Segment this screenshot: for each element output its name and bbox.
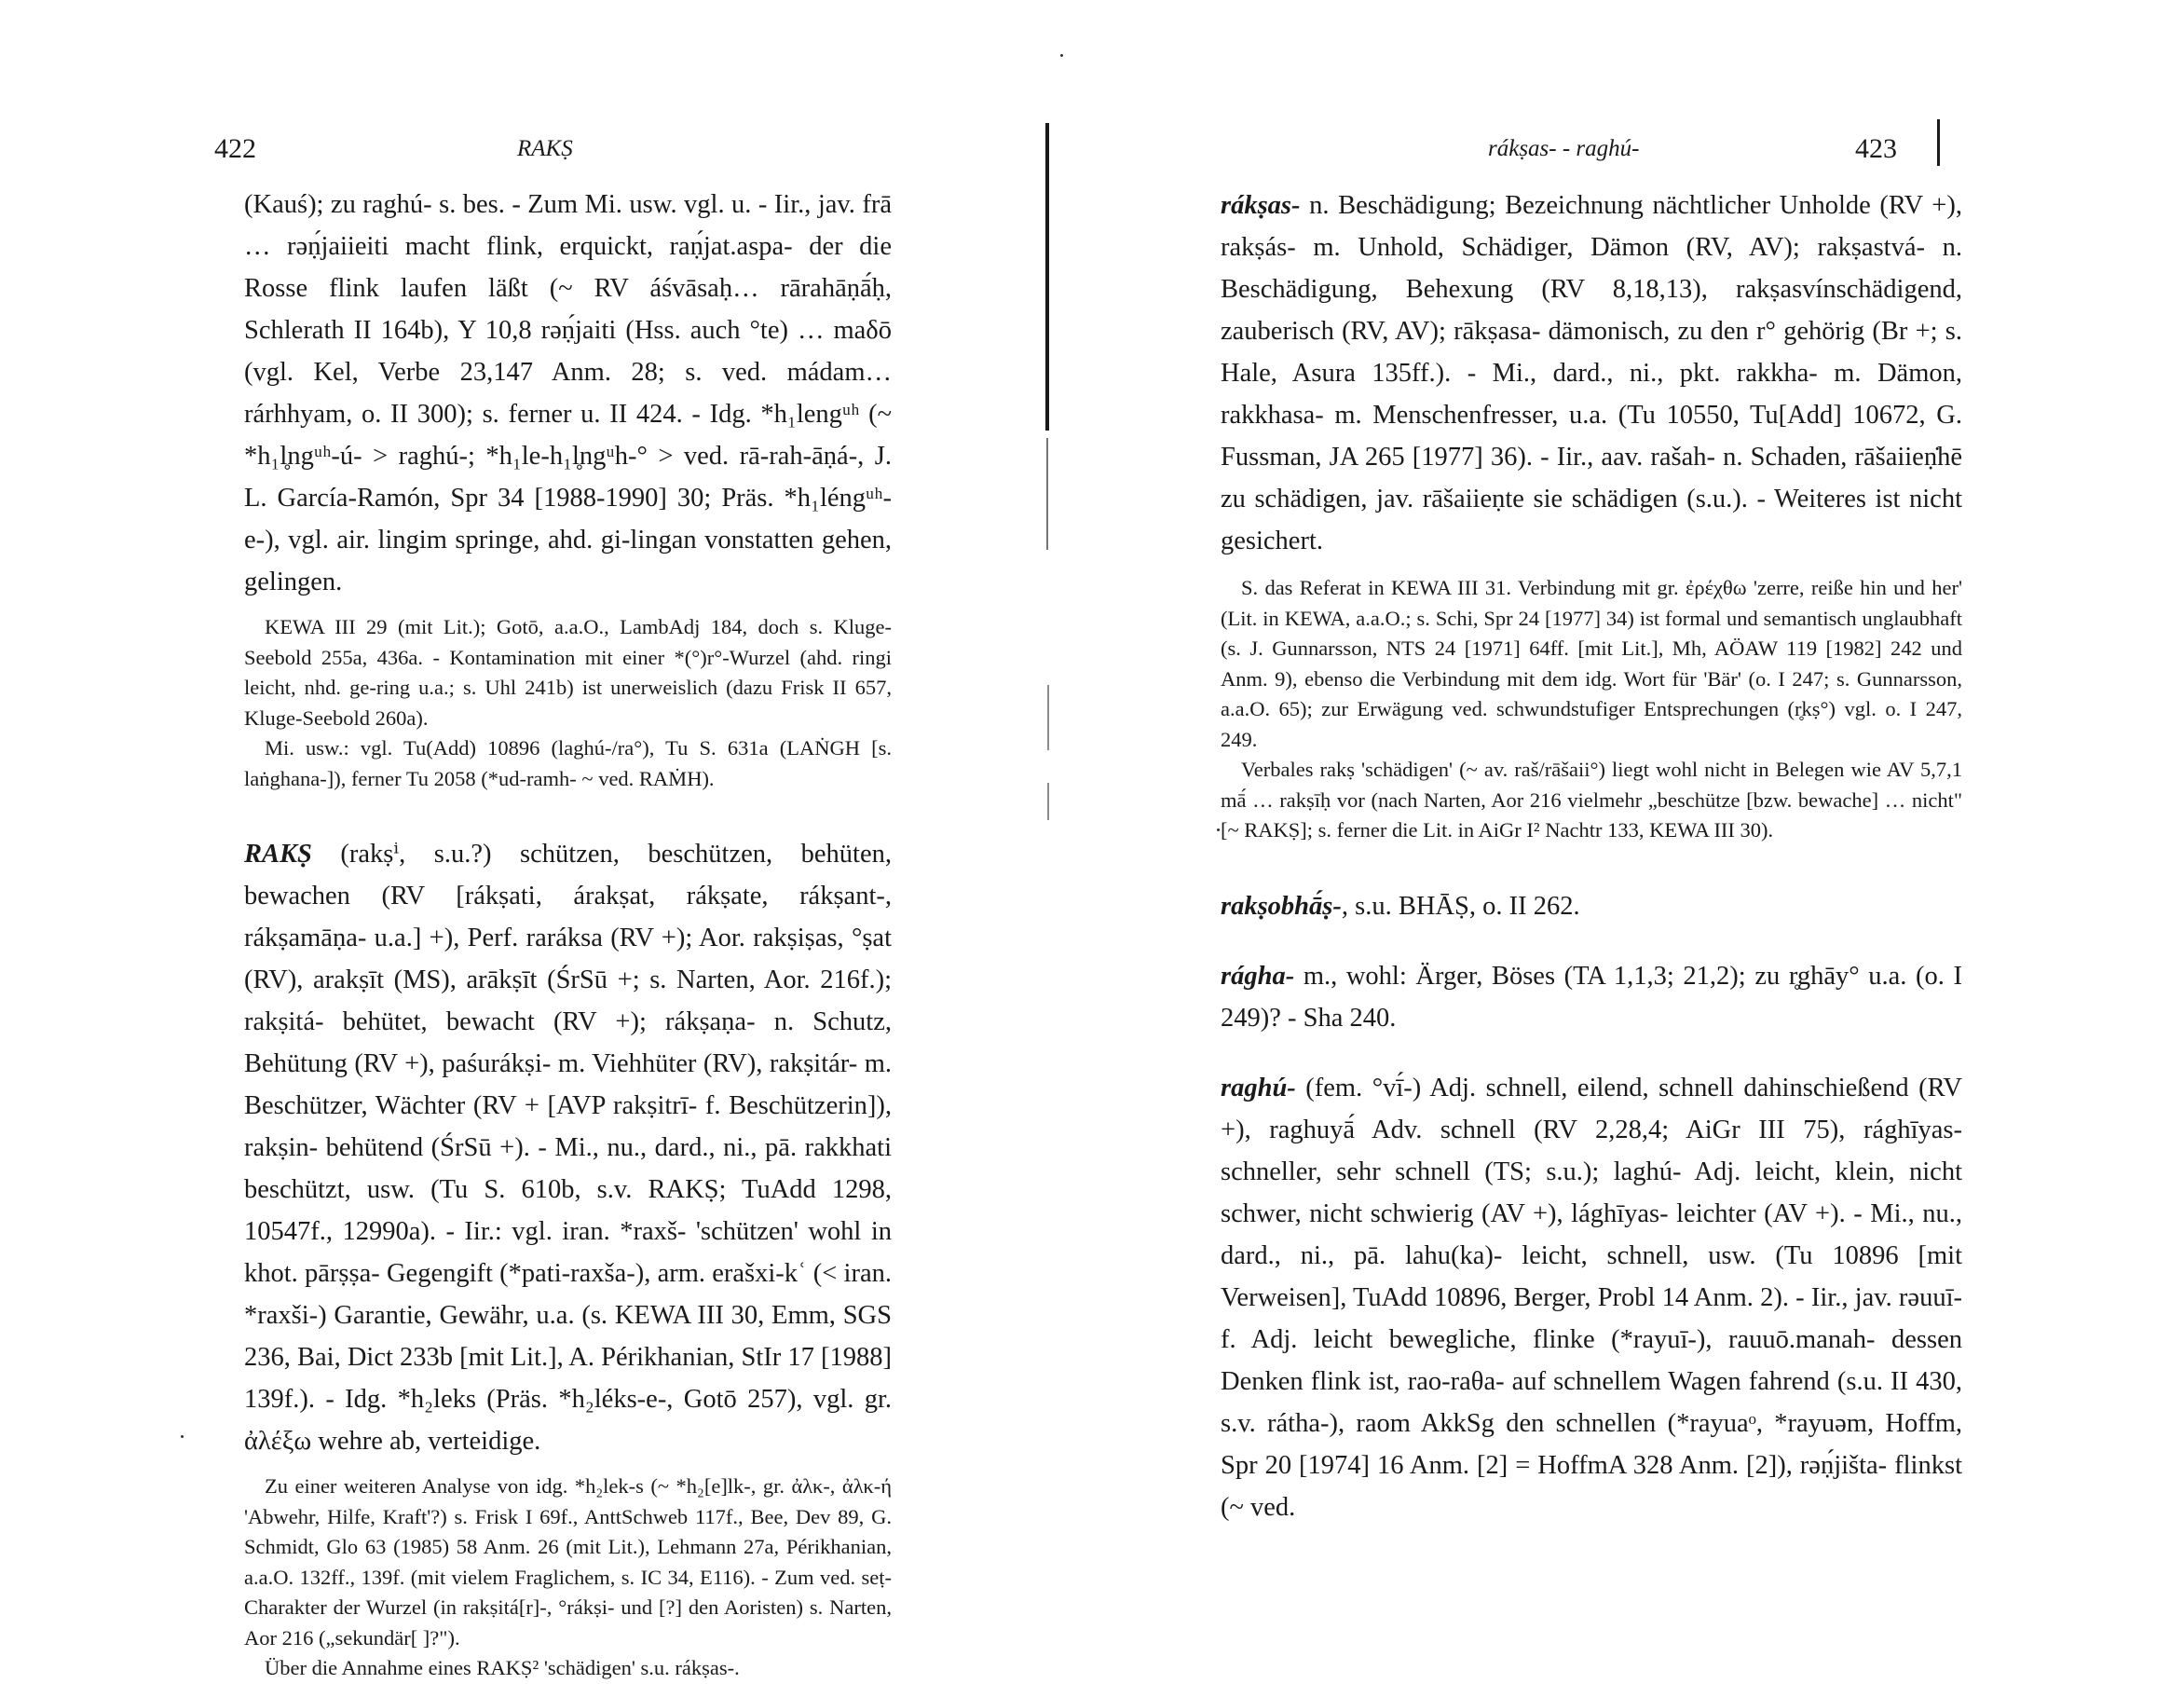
dictionary-entry-raksobhas <box>1221 885 1962 927</box>
footnote-paragraph: S. das Referat in KEWA III 31. Verbindung mit gr. ἐρέχθω 'zerre, reiße hin und her' (Lit. in KEWA, a.a.O.; s. Schi, Spr 24 [1977] 34) ist formal und semantisch unglaubhaft (s. J. Gunnarsson, NTS 24 [1971] 64ff. [mit Lit.], Mh, AÖAW 119 [1982] 242 und Anm. 9), ebenso die Verbindung mit dem idg. Wort für 'Bär' (o. I 247; s. Gunnarsson, a.a.O. 65); zur Erwägung ved. schwundstufiger Entsprechungen (r̥kṣ°) vgl. o. I 247, 249. <box>1221 576 1962 751</box>
speck <box>181 1435 184 1438</box>
footnote-paragraph: Zu einer weiteren Analyse von idg. *h₂lek-s (~ *h₂[e]lk-, gr. ἀλκ-, ἀλκ-ή 'Abwehr, Hilfe, Kraft'?) s. Frisk I 69f., AnttSchweb 117f., Bee, Dev 89, G. Schmidt, Glo 63 (1985) 58 Anm. 26 (mit Lit.), Lehmann 27a, Périkhanian, a.a.O. 132ff., 139f. (mit vielem Fraglichem, s. IC 34, E116). - Zum ved. seṭ-Charakter der Wurzel (in rakṣitá[r]-, °rákṣi- und [?] den Aoristen) s. Narten, Aor 216 („sekundär[ ]?"). <box>244 1474 892 1650</box>
entry-headword: rákṣas- <box>1221 191 1301 220</box>
entry-headword: RAKṢ <box>244 840 312 869</box>
speck <box>1060 54 1063 57</box>
gutter-line <box>1046 438 1048 550</box>
entry-text: (rakṣⁱ, s.u.?) schützen, beschützen, behüten, bewachen (RV [rákṣati, árakṣat, rákṣate, rákṣant-, rákṣamāṇa- u.a.] +), Perf. raráksa (RV +); Aor. rakṣiṣas, °ṣat (RV), arakṣīt (MS), arākṣīt (ŚrSū +; s. Narten, Aor. 216f.); rakṣitá- behütet, bewacht (RV +); rákṣaṇa- n. Schutz, Behütung (RV +), paśurákṣi- m. Viehhüter (RV), rakṣitár- m. Beschützer, Wächter (RV + [AVP rakṣitrī- f. Beschützerin]), rakṣin- behütend (ŚrSū +). - Mi., nu., dard., ni., pā. rakkhati beschützt, usw. (Tu S. 610b, s.v. RAKṢ; TuAdd 1298, 10547f., 12990a). - Iir.: vgl. iran. *raxš- 'schützen' wohl in khot. pārṣṣa- Gegengift (*pati-raxša-), arm. erašxi-kʿ (< iran. *raxši-) Garantie, Gewähr, u.a. (s. KEWA III 30, Emm, SGS 236, Bai, Dict 233b [mit Lit.], A. Périkhanian, StIr 17 [1988] 139f.). - Idg. *h₂leks (Präs. *h₂léks-e-, Gotō 257), vgl. gr. ἀλέξω wehre ab, verteidige. <box>244 840 892 1456</box>
left-page <box>0 0 1081 1679</box>
dictionary-entry-raghu <box>1221 1067 1962 1528</box>
running-head-right: rákṣas- - raghú- <box>1488 136 1640 161</box>
gutter-line <box>1047 783 1049 820</box>
footnote-paragraph: KEWA III 29 (mit Lit.); Gotō, a.a.O., LambAdj 184, doch s. Kluge-Seebold 255a, 436a. - Kontamination mit einer *(°)r°-Wurzel (ahd. ringi leicht, nhd. ge-ring u.a.; s. Uhl 241b) ist unerweislich (dazu Frisk II 657, Kluge-Seebold 260a). <box>244 615 892 730</box>
footnote-block-3 <box>1221 573 1962 846</box>
entry-headword: rágha- <box>1221 961 1295 991</box>
right-column <box>1221 185 1962 1528</box>
footnote-paragraph: Mi. usw.: vgl. Tu(Add) 10896 (laghú-/ra°), Tu S. 631a (LAṄGH [s. laṅghana-]), ferner Tu 2058 (*ud-ramh- ~ ved. RAṀH). <box>244 736 892 790</box>
entry-text: , s.u. BHĀṢ, o. II 262. <box>1341 891 1580 921</box>
footnote-paragraph: Über die Annahme eines RAKṢ² 'schädigen' s.u. rákṣas-. <box>265 1656 740 1679</box>
dictionary-entry-raks <box>244 833 892 1462</box>
entry-text: (fem. °vī́-) Adj. schnell, eilend, schnell dahinschießend (RV +), raghuyā́ Adv. schnell (RV 2,28,4; AiGr III 75), rághīyas- schneller, sehr schnell (TS; s.u.); laghú- Adj. leicht, klein, nicht schwer, nicht schwierig (AV +), lághīyas- leichter (AV +). - Mi., nu., dard., ni., pā. lahu(ka)- leicht, schnell, usw. (Tu 10896 [mit Verweisen], TuAdd 10896, Berger, Probl 14 Anm. 2). - Iir., jav. rəuuī- f. Adj. leicht bewegliche, flinke (*rayuī-), rauuō.manah- dessen Denken flink ist, rao-raθa- auf schnellem Wagen fahrend (s.u. II 430, s.v. rátha-), raom AkkSg den schnellen (*rayuaᵒ, *rayuəm, Hoffm, Spr 20 [1974] 16 Anm. [2] = HoffmA 328 Anm. [2]), rəṇ́jišta- flinkst (~ ved. <box>1221 1073 1962 1522</box>
gutter-line <box>1045 123 1049 431</box>
running-head-left: RAKṢ <box>517 136 573 161</box>
entry-headword: raghú- <box>1221 1073 1296 1102</box>
right-page <box>1081 0 2184 1543</box>
entry-text: n. Beschädigung; Bezeichnung nächtlicher Unholde (RV +), rakṣás- m. Unhold, Schädiger, Dämon (RV, AV); rakṣastvá- n. Beschädigung, Behexung (RV 8,18,13), rakṣasvínschädigend, zauberisch (RV, AV); rākṣasa- dämonisch, zu den r° gehörig (Br +; s. Hale, Asura 135ff.). - Mi., dard., ni., pkt. rakkha- m. Dämon, rakkhasa- m. Menschenfresser, u.a. (Tu 10550, Tu[Add] 10672, G. Fussman, JA 265 [1977] 36). - Iir., aav. rašah- n. Schaden, rāšaiieṇ̇hē zu schädigen, jav. rāšaiieṇte sie schädigen (s.u.). - Weiteres ist nicht gesichert. <box>1221 191 1962 555</box>
entry-headword: rakṣobhā́ṣ- <box>1221 891 1342 921</box>
footnote-paragraph: Verbales rakṣ 'schädigen' (~ av. raš/rāšaii°) liegt wohl nicht in Belegen wie AV 5,7,1 mā́ … rakṣīḥ vor (nach Narten, Aor 216 vielmehr „beschütze [bzw. bewache] … nicht" [~ RAKṢ]; s. ferner die Lit. in AiGr I² Nachtr 133, KEWA III 30). <box>1221 758 1962 842</box>
entry-text: m., wohl: Ärger, Böses (TA 1,1,3; 21,2); zu r̥ghāy° u.a. (o. I 249)? - Sha 240. <box>1221 961 1962 1033</box>
continuation-text: (Kauś); zu raghú- s. bes. - Zum Mi. usw. vgl. u. - Iir., jav. frā … rəṇ́jaiieiti macht flink, erquickt, raṇ́jat.aspa- der die Rosse flink laufen läßt (~ RV áśvāsaḥ… rārahāṇā́ḥ, Schlerath II 164b), Y 10,8 rəṇ́jaiti (Hss. auch °te) … maδō (vgl. Kel, Verbe 23,147 Anm. 28; s. ved. mádam… rárhhyam, o. II 300); s. ferner u. II 424. - Idg. *h₁lengᵘʰ (~ *h₁l̥ngᵘʰ-ú- > raghú-; *h₁le-h₁l̥ngᵘh-° > ved. rā-rah-āṇá-, J. L. García-Ramón, Spr 34 [1988-1990] 30; Präs. *h₁léngᵘʰ-e-), vgl. air. lingim springe, ahd. gi-lingan vonstatten gehen, gelingen. <box>244 190 892 596</box>
footnote-block-2 <box>244 1472 892 1684</box>
left-column <box>244 184 892 1684</box>
dictionary-entry-ragha <box>1221 955 1962 1039</box>
footnote-block-1 <box>244 612 892 794</box>
gutter-line <box>1047 685 1049 750</box>
dictionary-entry-raksas <box>1221 185 1962 562</box>
page-number-left: 422 <box>214 133 256 164</box>
page-number-right: 423 <box>1855 133 1897 164</box>
